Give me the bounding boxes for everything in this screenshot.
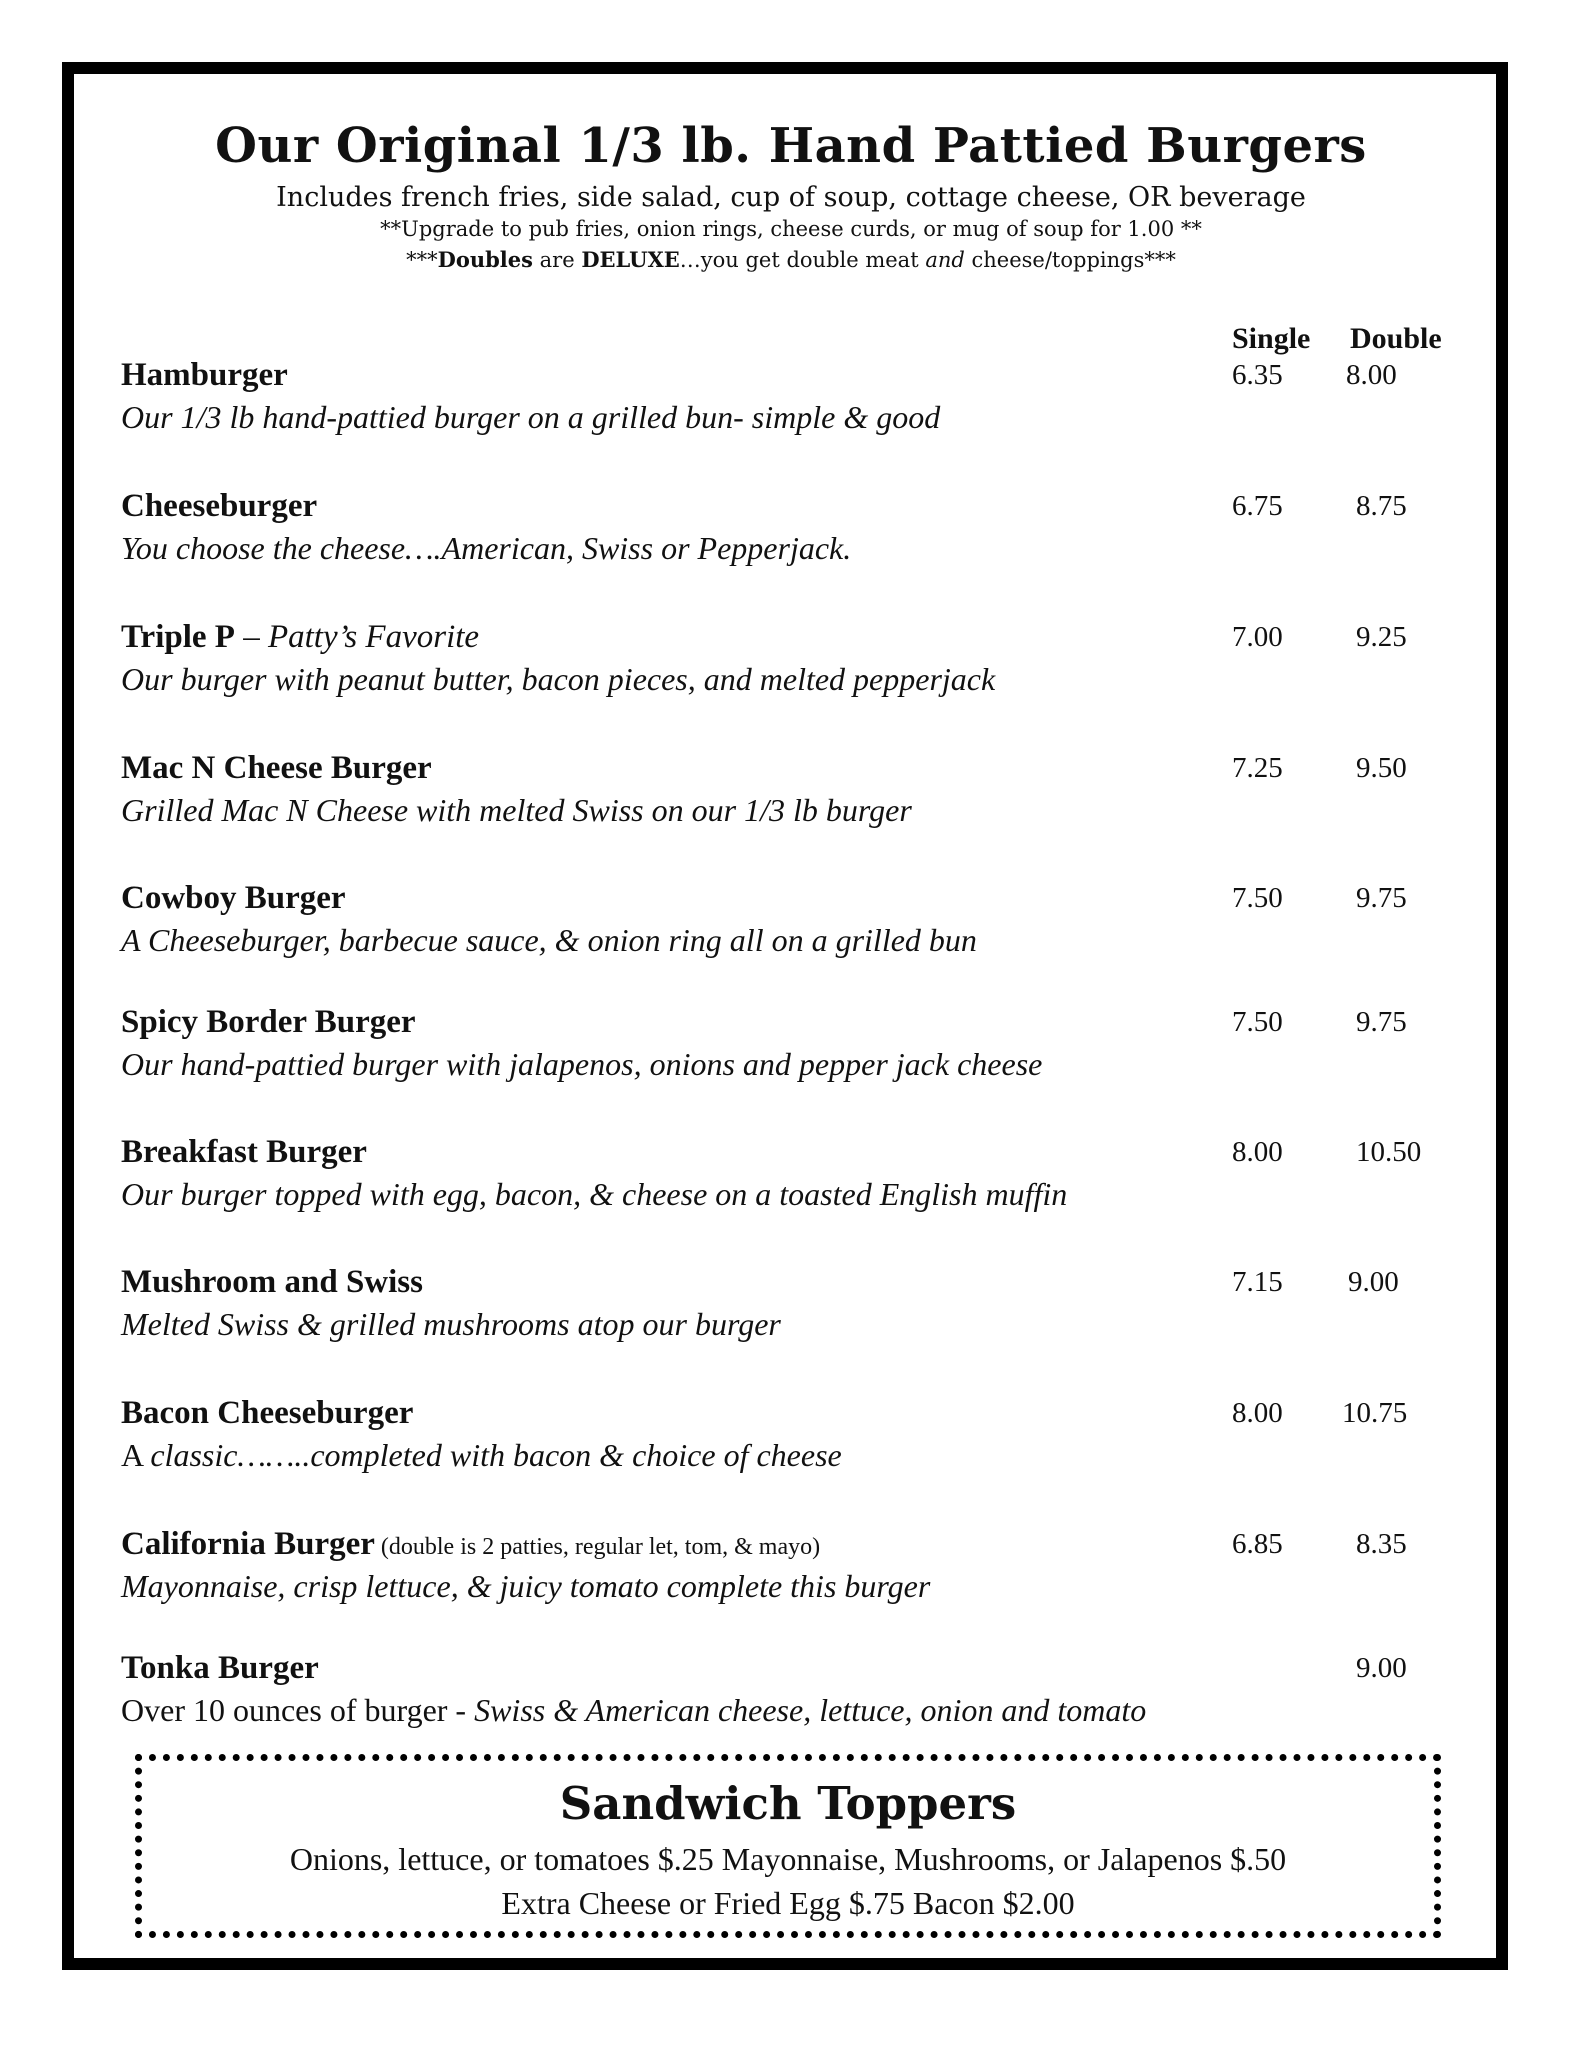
single-price: 7.25	[1232, 752, 1283, 784]
menu-item	[121, 488, 1461, 588]
toppers-line: Onions, lettuce, or tomatoes $.25 Mayonnaise, Mushrooms, or Jalapenos $.50	[289, 1841, 1287, 1877]
single-price: 6.35	[1232, 359, 1283, 391]
menu-item	[121, 1134, 1461, 1234]
doubles-note: ***Doubles are DELUXE…you get double meat and cheese/toppings***	[406, 247, 1176, 272]
item-description: A Cheeseburger, barbecue sauce, & onion ring all on a grilled bun	[121, 922, 977, 958]
menu-item	[121, 357, 1461, 457]
item-description: Our burger topped with egg, bacon, & cheese on a toasted English muffin	[121, 1176, 1068, 1212]
item-description: Our burger with peanut butter, bacon pieces, and melted pepperjack	[121, 661, 996, 697]
single-price: 7.50	[1232, 882, 1283, 914]
item-description: Our hand-pattied burger with jalapenos, onions and pepper jack cheese	[121, 1046, 1043, 1082]
menu-item	[121, 1526, 1461, 1626]
double-price: 9.00	[1348, 1266, 1399, 1298]
double-price: 9.00	[1356, 1652, 1407, 1684]
item-name: Hamburger	[121, 357, 288, 393]
menu-item	[121, 619, 1461, 719]
upgrade-note: **Upgrade to pub fries, onion rings, cheese curds, or mug of soup for 1.00 **	[380, 217, 1202, 241]
item-description: Melted Swiss & grilled mushrooms atop our burger	[121, 1306, 781, 1342]
double-price: 9.50	[1356, 752, 1407, 784]
menu-item	[121, 1650, 1461, 1750]
single-price: 7.15	[1232, 1266, 1283, 1298]
single-column-header: Single	[1232, 322, 1311, 355]
sandwich-toppers-box	[135, 1754, 1441, 1938]
item-name: California Burger (double is 2 patties, regular let, tom, & mayo)	[121, 1526, 821, 1562]
toppers-title: Sandwich Toppers	[559, 1777, 1017, 1830]
item-name: Cowboy Burger	[121, 880, 346, 916]
item-subnote: – Patty’s Favorite	[234, 619, 480, 655]
menu-item	[121, 1004, 1461, 1104]
item-name: Mushroom and Swiss	[121, 1264, 423, 1300]
menu-item	[121, 880, 1461, 980]
menu-item	[121, 1264, 1461, 1364]
double-price: 9.75	[1356, 1006, 1407, 1038]
menu-title: Our Original 1/3 lb. Hand Pattied Burgers	[215, 118, 1367, 174]
single-price: 7.50	[1232, 1006, 1283, 1038]
single-price: 8.00	[1232, 1397, 1283, 1429]
double-price: 8.00	[1346, 359, 1397, 391]
item-name: Mac N Cheese Burger	[121, 750, 432, 786]
double-price: 9.25	[1356, 621, 1407, 653]
item-name: Breakfast Burger	[121, 1134, 367, 1170]
single-price: 6.75	[1232, 490, 1283, 522]
double-price: 8.35	[1356, 1528, 1407, 1560]
item-name: Bacon Cheeseburger	[121, 1395, 414, 1431]
double-price: 10.75	[1342, 1397, 1408, 1429]
single-price: 8.00	[1232, 1136, 1283, 1168]
menu-item	[121, 1395, 1461, 1495]
double-price: 9.75	[1356, 882, 1407, 914]
double-column-header: Double	[1350, 322, 1442, 355]
double-price: 8.75	[1356, 490, 1407, 522]
item-name: Cheeseburger	[121, 488, 318, 524]
toppers-line: Extra Cheese or Fried Egg $.75 Bacon $2.00	[501, 1885, 1075, 1921]
item-name: Triple P – Patty’s Favorite	[121, 619, 480, 655]
single-price: 7.00	[1232, 621, 1283, 653]
item-description: Grilled Mac N Cheese with melted Swiss on our 1/3 lb burger	[121, 792, 912, 828]
item-description: Our 1/3 lb hand-pattied burger on a grilled bun- simple & good	[121, 399, 941, 435]
menu-item	[121, 750, 1461, 850]
item-name: Spicy Border Burger	[121, 1004, 416, 1040]
item-description: Over 10 ounces of burger - Swiss & American cheese, lettuce, onion and tomato	[121, 1692, 1147, 1728]
item-paren-note: (double is 2 patties, regular let, tom, & mayo)	[374, 1534, 821, 1560]
menu-subtitle: Includes french fries, side salad, cup of soup, cottage cheese, OR beverage	[276, 182, 1306, 213]
item-description: You choose the cheese….American, Swiss or Pepperjack.	[121, 530, 852, 566]
item-description: Mayonnaise, crisp lettuce, & juicy tomato complete this burger	[121, 1568, 931, 1604]
double-price: 10.50	[1356, 1136, 1422, 1168]
single-price: 6.85	[1232, 1528, 1283, 1560]
item-description: A classic……..completed with bacon & choice of cheese	[121, 1437, 842, 1473]
item-name: Tonka Burger	[121, 1650, 319, 1686]
